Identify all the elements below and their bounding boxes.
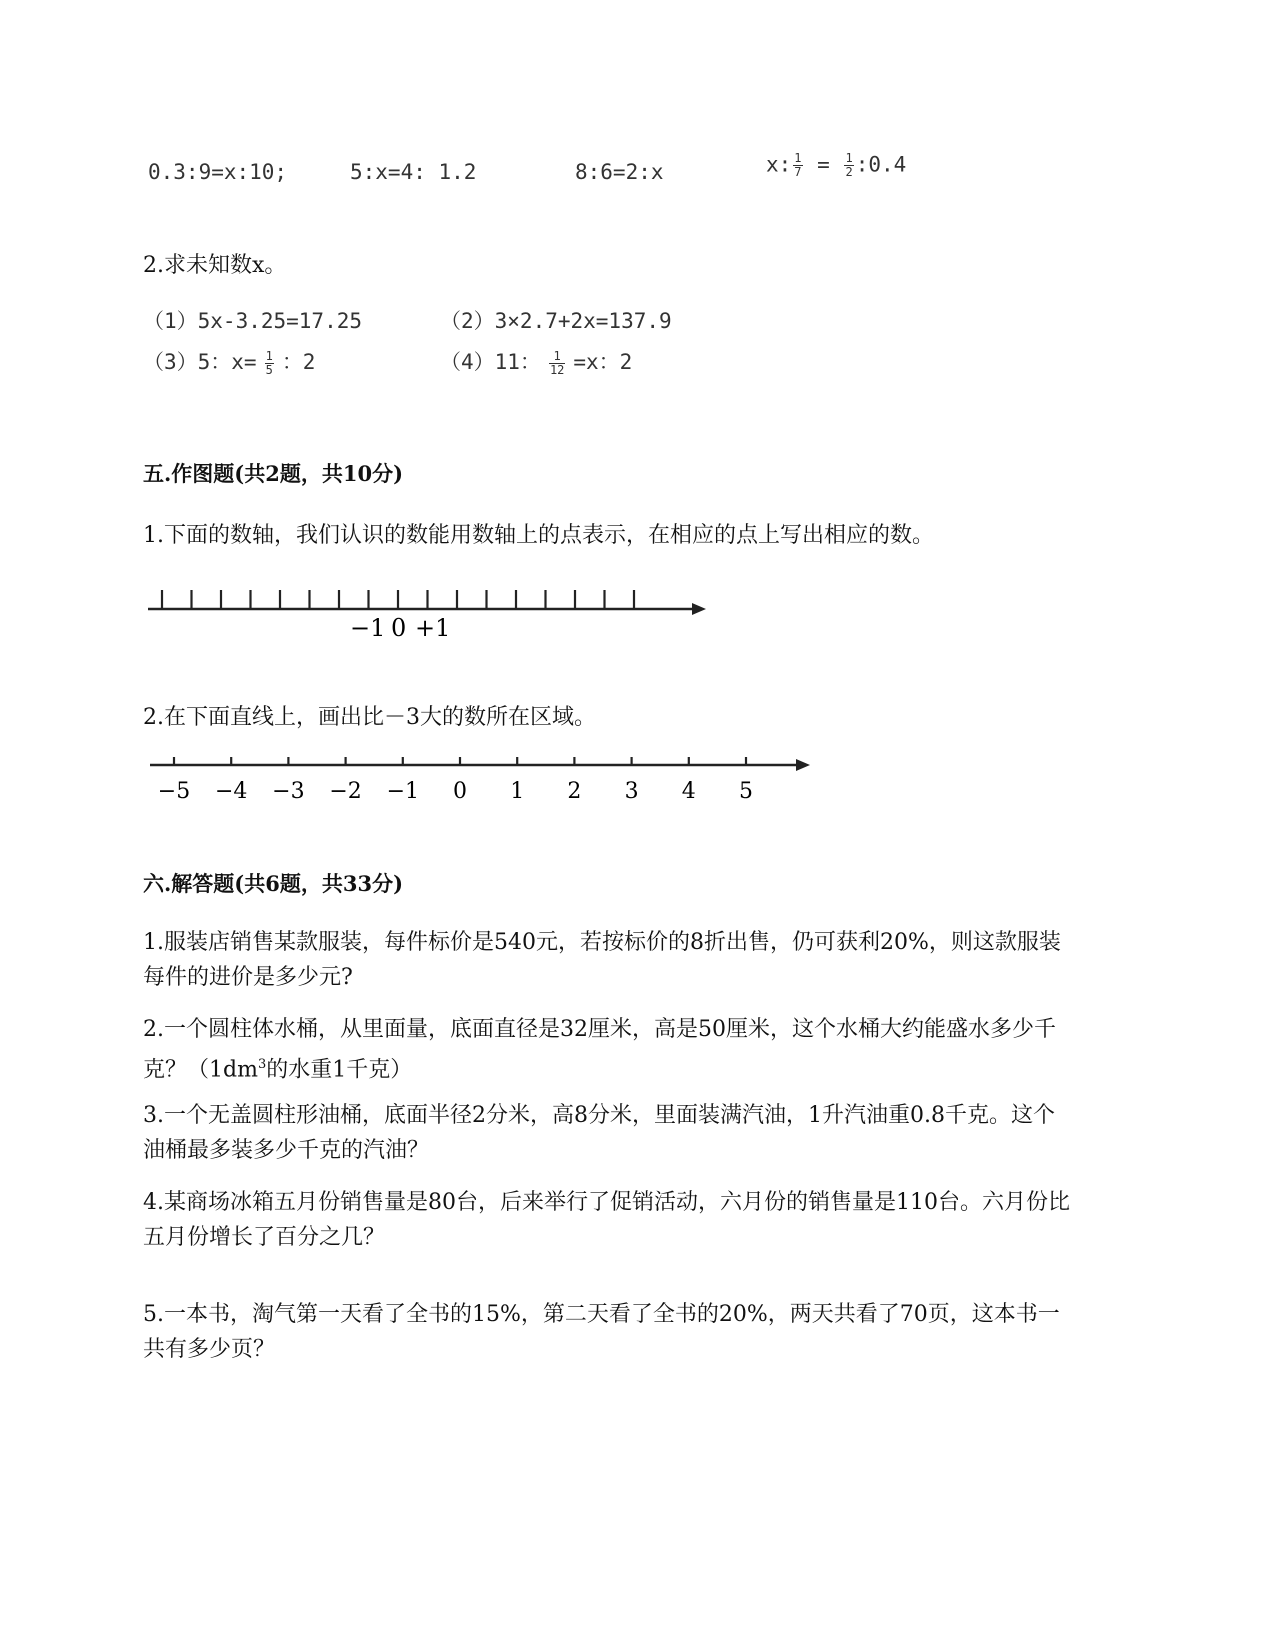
section-5-question-1: 1.下面的数轴，我们认识的数能用数轴上的点表示，在相应的点上写出相应的数。	[143, 523, 934, 548]
equation-3-pre: （3）5：x=	[143, 350, 257, 374]
axis-2-label: 0	[453, 779, 467, 804]
ratio-equation-1: 0.3:9=x:10;	[148, 160, 288, 184]
axis-2-label: 4	[681, 779, 696, 804]
equation-4	[440, 346, 632, 377]
section-5-heading: 五.作图题(共2题，共10分)	[143, 461, 404, 486]
fraction-numerator: 1	[845, 151, 853, 165]
ratio-equation-3: 8:6=2:x	[575, 160, 664, 184]
fraction-denominator: 7	[794, 165, 802, 179]
axis-2-label: −3	[272, 779, 305, 804]
axis-2-label: 3	[624, 779, 639, 804]
problem-2-text-b: 的水重1千克）	[266, 1057, 413, 1083]
section-6-heading: 六.解答题(共6题，共33分)	[143, 871, 404, 896]
equation-3	[143, 346, 315, 377]
problem-5: 5.一本书，淘气第一天看了全书的15%，第二天看了全书的20%，两天共看了70页，这本书一共有多少页？	[143, 1302, 1060, 1362]
section-5-question-2: 2.在下面直线上，画出比－3大的数所在区域。	[143, 705, 596, 730]
fraction-numerator: 1	[265, 348, 273, 363]
axis-1-label-0: 0	[391, 614, 407, 642]
fraction-1-5	[265, 350, 274, 377]
fraction-denominator: 12	[549, 362, 565, 377]
problem-2-text-a: 2.一个圆柱体水桶，从里面量，底面直径是32厘米，高是50厘米，这个水桶大约能盛水多少千克？（1dm	[143, 1017, 1056, 1083]
fraction-1-7	[793, 152, 802, 179]
fraction-denominator: 2	[845, 165, 853, 179]
number-line-1	[140, 580, 720, 650]
ratio-4-post: :0.4	[855, 152, 907, 177]
fraction-1-2	[844, 152, 853, 179]
problem-4: 4.某商场冰箱五月份销售量是80台，后来举行了促销活动，六月份的销售量是110台。六月份比五月份增长了百分之几？	[143, 1190, 1070, 1250]
equation-2: （2）3×2.7+2x=137.9	[440, 309, 672, 333]
axis-1-label-plus-1: +1	[415, 614, 451, 642]
ratio-4-pre: x:	[766, 152, 792, 177]
axis-arrow	[796, 759, 810, 771]
axis-2-label: 2	[567, 779, 582, 804]
fraction-numerator: 1	[794, 151, 802, 165]
ratio-equation-4	[766, 152, 906, 179]
equation-4-post: =x：2	[573, 350, 633, 374]
problem-2	[143, 1012, 1073, 1087]
fraction-1-12	[549, 350, 565, 377]
axis-2-label: −1	[386, 779, 420, 804]
equation-3-post: ：2	[281, 350, 316, 374]
axis-2-label: −5	[157, 779, 191, 804]
q2-title: 2.求未知数x。	[143, 253, 287, 278]
axis-2-label: −2	[329, 779, 362, 804]
equation-1: （1）5x-3.25=17.25	[143, 309, 363, 333]
problem-2-superscript: 3	[257, 1057, 267, 1072]
ratio-equation-2: 5:x=4: 1.2	[350, 160, 477, 184]
problem-1: 1.服装店销售某款服装，每件标价是540元，若按标价的8折出售，仍可获利20%，则这款服装每件的进价是多少元?	[143, 930, 1061, 990]
axis-1-ticks	[162, 590, 634, 609]
equation-4-pre: （4）11：	[440, 350, 541, 374]
axis-2-label: −4	[214, 779, 248, 804]
axis-arrow	[692, 603, 706, 615]
axis-1-label-minus-1: −1	[350, 614, 386, 642]
axis-2-label: 5	[739, 779, 753, 804]
problem-3: 3.一个无盖圆柱形油桶，底面半径2分米，高8分米，里面装满汽油，1升汽油重0.8千克。这个油桶最多装多少千克的汽油？	[143, 1103, 1055, 1163]
axis-2-labels	[158, 779, 753, 804]
fraction-numerator: 1	[549, 350, 565, 364]
number-line-2	[140, 745, 820, 810]
fraction-denominator: 5	[265, 362, 273, 377]
axis-2-label: 1	[510, 779, 525, 804]
ratio-4-mid: =	[804, 152, 843, 177]
